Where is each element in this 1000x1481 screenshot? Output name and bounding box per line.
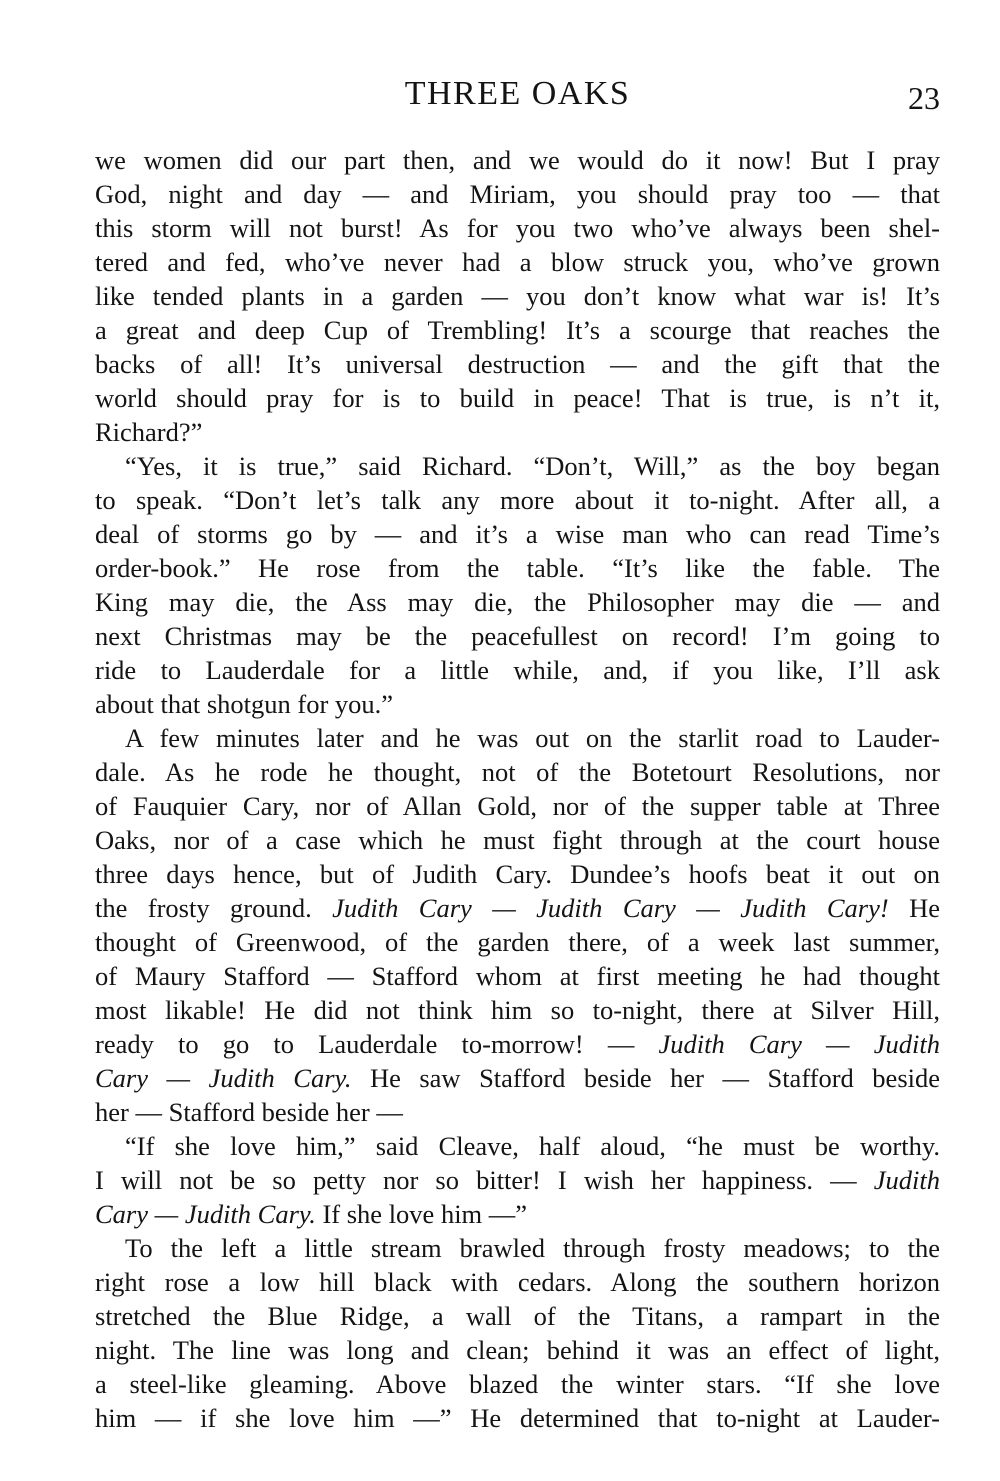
- text-line: right rose a low hill black with cedars. Along the southern horizon: [95, 1267, 940, 1297]
- text-line: Richard?”: [95, 417, 203, 447]
- page-number: 23: [908, 80, 940, 116]
- text-line: backs of all! It’s universal destruction — and the gift that the: [95, 349, 940, 379]
- text-line: a great and deep Cup of Trembling! It’s a scourge that reaches the: [95, 315, 940, 345]
- text-line: three days hence, but of Judith Cary. Dundee’s hoofs beat it out on: [95, 859, 940, 889]
- text-line: next Christmas may be the peacefullest on record! I’m going to: [95, 621, 940, 651]
- text-line: stretched the Blue Ridge, a wall of the Titans, a rampart in the: [95, 1301, 940, 1331]
- text-line: Oaks, nor of a case which he must fight through at the court house: [95, 825, 940, 855]
- text-line: deal of storms go by — and it’s a wise man who can read Time’s: [95, 519, 940, 549]
- line-segment-italic: Judith Cary — Judith: [658, 1029, 940, 1059]
- text-line: [95, 1163, 940, 1197]
- line-segment-italic: Cary — Judith Cary.: [95, 1199, 316, 1229]
- text-line: this storm will not burst! As for you two who’ve always been shel-: [95, 213, 940, 243]
- text-line: like tended plants in a garden — you don’t know what war is! It’s: [95, 281, 940, 311]
- line-segment: I will not be so petty nor so bitter! I wish her happiness. —: [95, 1165, 874, 1195]
- text-line: order-book.” He rose from the table. “It’s like the fable. The: [95, 553, 940, 583]
- text-line: thought of Greenwood, of the garden there, of a week last summer,: [95, 927, 940, 957]
- text-line: him — if she love him —” He determined that to-night at Lauder-: [95, 1403, 940, 1433]
- text-line: A few minutes later and he was out on the starlit road to Lauder-: [125, 723, 940, 753]
- running-head: [95, 70, 940, 120]
- line-segment: He: [888, 893, 940, 923]
- text-line: [95, 1061, 940, 1095]
- text-line: “Yes, it is true,” said Richard. “Don’t, Will,” as the boy began: [125, 451, 940, 481]
- running-title: THREE OAKS: [404, 75, 631, 112]
- text-line: [95, 1027, 940, 1061]
- body-text: [95, 143, 940, 1435]
- line-segment: the frosty ground.: [95, 893, 333, 923]
- line-segment-italic: Cary — Judith Cary.: [95, 1063, 352, 1093]
- text-line: “If she love him,” said Cleave, half aloud, “he must be worthy.: [125, 1131, 940, 1161]
- line-segment: If she love him —”: [315, 1199, 528, 1229]
- line-segment: ready to go to Lauderdale to-morrow! —: [95, 1029, 659, 1059]
- text-line: we women did our part then, and we would do it now! But I pray: [95, 145, 940, 175]
- line-segment-italic: Judith Cary — Judith Cary — Judith Cary!: [332, 893, 889, 923]
- text-line: to speak. “Don’t let’s talk any more about it to-night. After all, a: [95, 485, 940, 515]
- text-line: ride to Lauderdale for a little while, and, if you like, I’ll ask: [95, 655, 940, 685]
- text-line: a steel-like gleaming. Above blazed the winter stars. “If she love: [95, 1369, 940, 1399]
- text-line: night. The line was long and clean; behind it was an effect of light,: [95, 1335, 940, 1365]
- text-line: most likable! He did not think him so to-night, there at Silver Hill,: [95, 995, 940, 1025]
- text-line: God, night and day — and Miriam, you should pray too — that: [95, 179, 940, 209]
- text-line: To the left a little stream brawled through frosty meadows; to the: [125, 1233, 940, 1263]
- text-line: of Fauquier Cary, nor of Allan Gold, nor of the supper table at Three: [95, 791, 940, 821]
- line-segment: He saw Stafford beside her — Stafford beside: [351, 1063, 940, 1093]
- text-line: dale. As he rode he thought, not of the Botetourt Resolutions, nor: [95, 757, 940, 787]
- text-line: [95, 1197, 940, 1231]
- text-line: King may die, the Ass may die, the Philosopher may die — and: [95, 587, 940, 617]
- text-line: [95, 891, 940, 925]
- text-line: tered and fed, who’ve never had a blow struck you, who’ve grown: [95, 247, 940, 277]
- text-line: about that shotgun for you.”: [95, 689, 394, 719]
- text-line: world should pray for is to build in peace! That is true, is n’t it,: [95, 383, 940, 413]
- text-line: her — Stafford beside her —: [95, 1097, 403, 1127]
- text-line: of Maury Stafford — Stafford whom at first meeting he had thought: [95, 961, 940, 991]
- line-segment-italic: Judith: [873, 1165, 940, 1195]
